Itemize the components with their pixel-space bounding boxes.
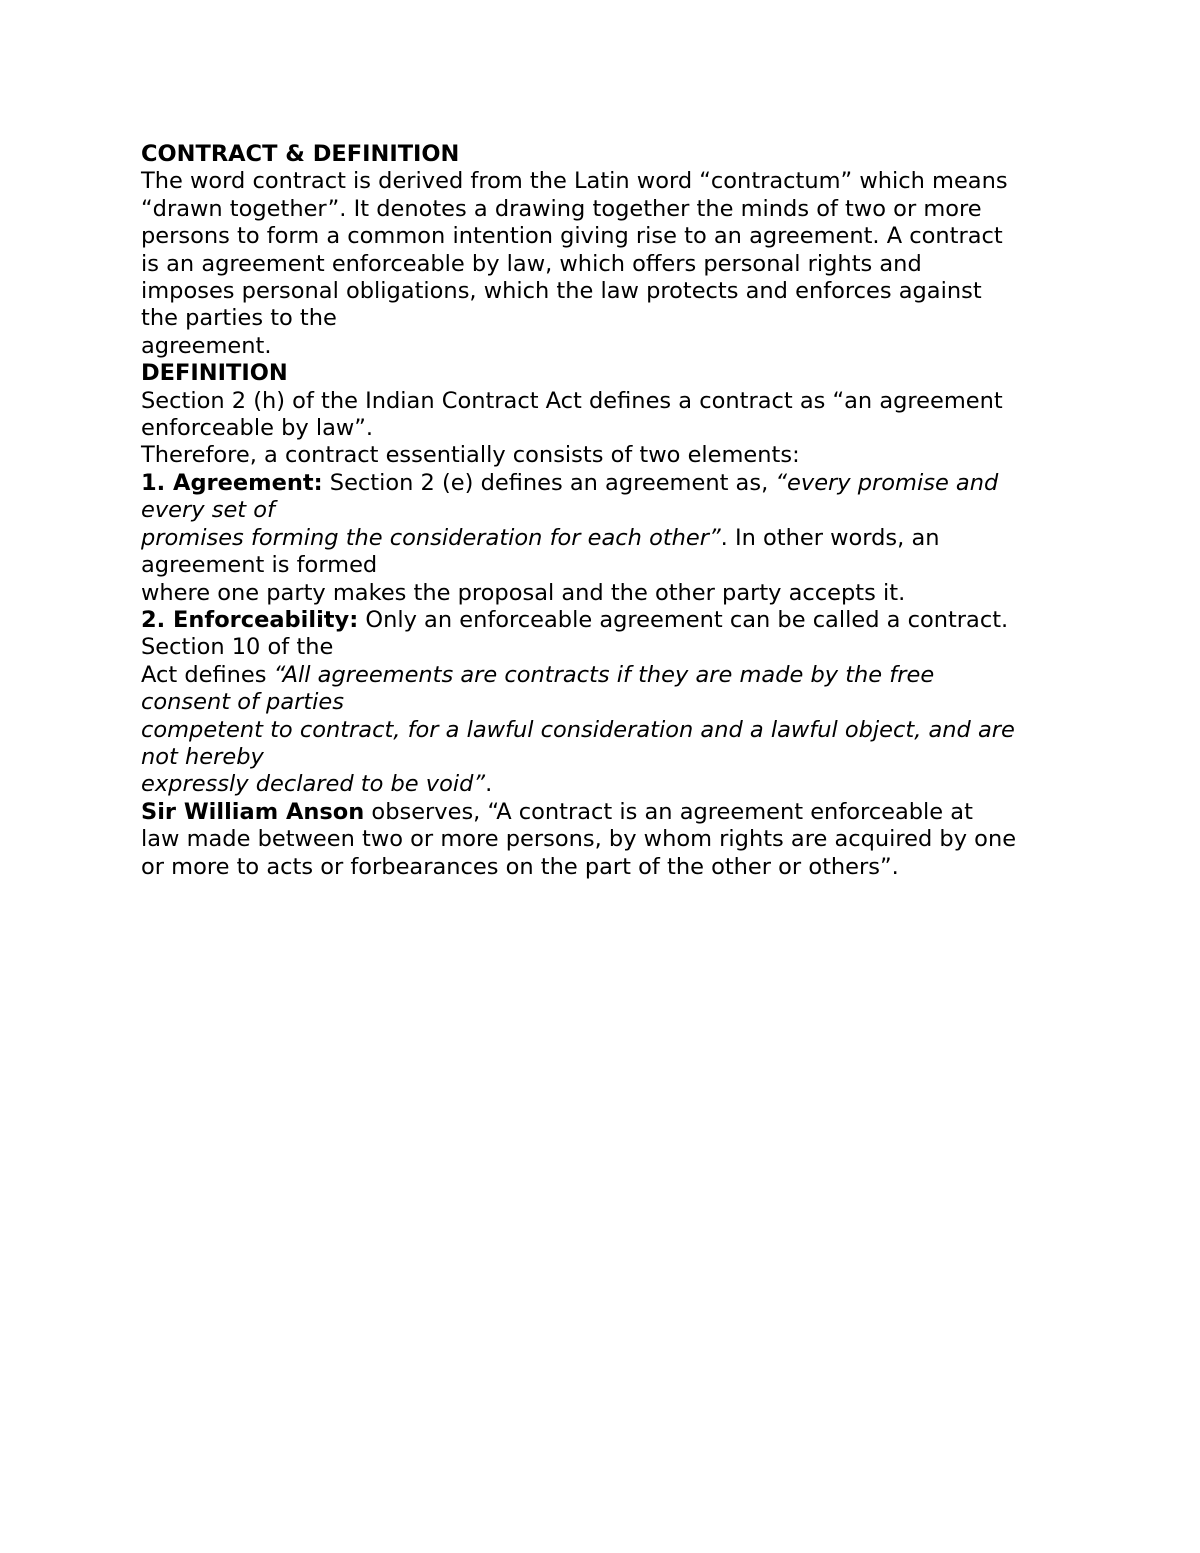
enforceability-text: Only an enforceable agreement can be called a contract. [358, 606, 1009, 633]
enforceability-quote: expressly declared to be void” [141, 771, 486, 798]
enforceability-quote: consent of parties [141, 689, 344, 716]
agreement-line [141, 525, 1066, 552]
enforceability-text: Section 10 of the [141, 634, 334, 661]
anson-text: law made between two or more persons, by whom rights are acquired by one [141, 826, 1017, 853]
anson-name: Sir William Anson [141, 798, 365, 825]
agreement-quote: every set of [141, 497, 275, 524]
enforceability-text: . [485, 771, 493, 798]
document-heading: CONTRACT & DEFINITION [141, 141, 460, 167]
enforceability-quote: not hereby [141, 743, 264, 770]
agreement-text: . In other words, an [720, 524, 940, 551]
intro-line: The word contract is derived from the Latin word “contractum” which means [141, 168, 1008, 195]
agreement-text: where one party makes the proposal and the other party accepts it. [141, 579, 906, 606]
intro-line: agreement. [141, 332, 272, 359]
enforceability-quote: competent to contract, for a lawful consideration and a lawful object, and are [141, 716, 1015, 743]
agreement-label: 1. Agreement: [141, 469, 323, 496]
intro-line: “drawn together”. It denotes a drawing together the minds of two or more [141, 195, 982, 222]
definition-line: enforceable by law”. [141, 415, 374, 442]
intro-line: imposes personal obligations, which the law protects and enforces against [141, 278, 982, 305]
anson-text: observes, “A contract is an agreement enforceable at [364, 798, 973, 825]
agreement-quote: promises forming the consideration for each other” [141, 524, 721, 551]
definition-heading: DEFINITION [141, 360, 288, 387]
definition-line: Therefore, a contract essentially consists of two elements: [141, 442, 800, 469]
enforceability-line [141, 771, 1066, 798]
anson-line [141, 799, 1066, 826]
enforceability-line [141, 662, 1066, 689]
enforceability-label: 2. Enforceability: [141, 606, 359, 633]
enforceability-line [141, 607, 1066, 634]
document-body [141, 141, 1066, 881]
agreement-text: Section 2 (e) defines an agreement as, [322, 469, 776, 496]
anson-text: or more to acts or forbearances on the part of the other or others”. [141, 853, 899, 880]
enforceability-text: Act defines [141, 661, 274, 688]
intro-line: the parties to the [141, 305, 337, 332]
intro-line: is an agreement enforceable by law, which offers personal rights and [141, 250, 922, 277]
agreement-line [141, 470, 1066, 497]
agreement-text: agreement is formed [141, 552, 378, 579]
enforceability-quote: “All agreements are contracts if they are made by the free [273, 661, 935, 688]
definition-line: Section 2 (h) of the Indian Contract Act defines a contract as “an agreement [141, 387, 1003, 414]
intro-line: persons to form a common intention giving rise to an agreement. A contract [141, 223, 1003, 250]
agreement-quote: “every promise and [775, 469, 999, 496]
